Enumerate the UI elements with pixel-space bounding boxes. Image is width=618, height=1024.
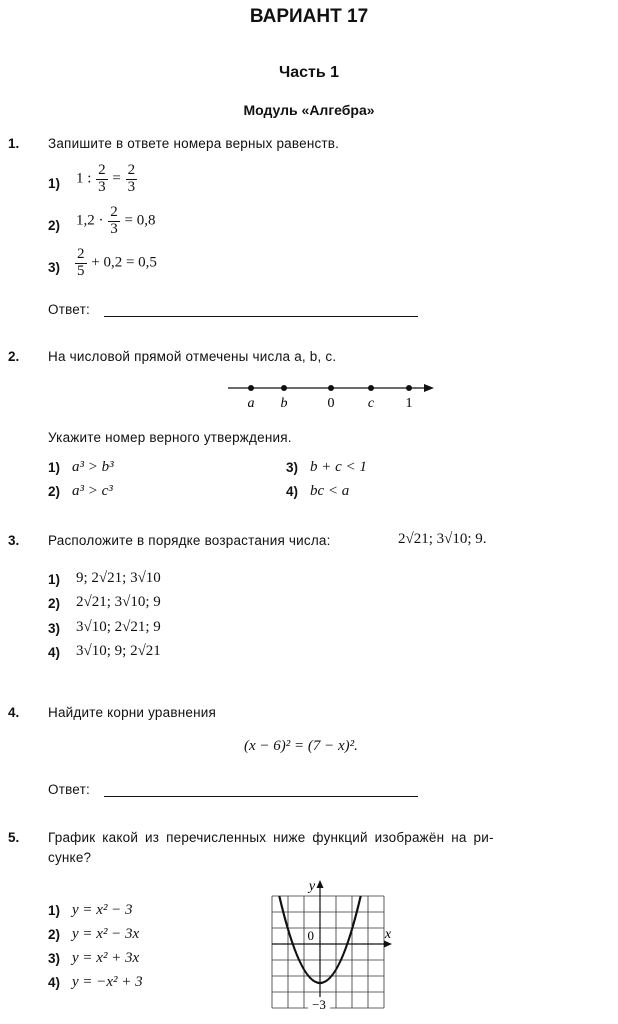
q4-text: Найдите корни уравнения: [48, 705, 216, 720]
q2-option-2-label: 2): [48, 484, 61, 499]
q5-option-3-label: 3): [48, 951, 61, 966]
graph-min-label: −3: [312, 997, 326, 1012]
q1-option-3: $\frac{2}{5}$ + 0,2 = 0,5: [77, 246, 157, 279]
q5-option-4: y = −x² + 3: [72, 974, 143, 990]
q2-option-1: a³ > b³: [72, 459, 114, 475]
graph-x-label: x: [384, 927, 392, 942]
module-title: Модуль «Алгебра»: [243, 102, 375, 118]
q5-option-2: y = x² − 3x: [72, 926, 140, 942]
label-c: c: [367, 396, 375, 411]
q4-equation: (x − 6)² = (7 − x)².: [244, 738, 358, 754]
q2-option-4-label: 4): [286, 484, 299, 499]
q3-option-1: 9; 2√21; 3√10: [76, 570, 161, 586]
point-a: [248, 385, 254, 391]
graph-origin-label: 0: [307, 928, 314, 943]
point-zero: [328, 385, 334, 391]
point-one: [406, 385, 412, 391]
q1-option-2: 1,2 · $\frac{2}{3}$ = 0,8: [76, 204, 156, 237]
point-c: [368, 385, 374, 391]
q3-number: 3.: [8, 533, 20, 548]
q1-answer-label: Ответ:: [48, 302, 90, 317]
q2-number: 2.: [8, 349, 20, 364]
q5-option-2-label: 2): [48, 927, 61, 942]
graph-y-label: y: [308, 879, 316, 894]
label-a: a: [247, 396, 255, 411]
point-b: [281, 385, 287, 391]
q3-numbers: 2√21; 3√10; 9.: [398, 531, 487, 547]
q2-prompt: Укажите номер верного утверждения.: [48, 430, 292, 445]
label-one: 1: [405, 396, 413, 411]
q5-number: 5.: [8, 830, 20, 845]
q1-option-1: 1 : $\frac{2}{3}$ = $\frac{2}{3}$: [76, 162, 136, 195]
q3-option-1-label: 1): [48, 572, 61, 587]
q5-option-4-label: 4): [48, 975, 61, 990]
q5-option-3: y = x² + 3x: [72, 950, 140, 966]
q3-option-3-label: 3): [48, 621, 61, 636]
q2-option-2: a³ > c³: [72, 483, 113, 499]
q1-option-1-label: 1): [48, 176, 61, 191]
q3-option-2-label: 2): [48, 596, 61, 611]
q3-option-4-label: 4): [48, 645, 61, 660]
part-title: Часть 1: [278, 64, 340, 81]
q4-number: 4.: [8, 705, 20, 720]
q2-option-4: bc < a: [310, 483, 350, 499]
parabola-graph: [262, 874, 398, 1014]
label-zero: 0: [327, 396, 335, 411]
y-axis-arrow: [317, 880, 324, 888]
q5-option-1-label: 1): [48, 903, 61, 918]
q5-option-1: y = x² − 3: [72, 902, 133, 918]
q5-text-line-2: сунке?: [48, 850, 92, 865]
q3-option-2: 2√21; 3√10; 9: [76, 594, 161, 610]
q3-text: Расположите в порядке возрастания числа:: [48, 533, 331, 548]
q4-answer-label: Ответ:: [48, 782, 90, 797]
q2-option-1-label: 1): [48, 460, 61, 475]
q2-option-3-label: 3): [286, 460, 299, 475]
q3-option-3: 3√10; 2√21; 9: [76, 619, 161, 635]
q1-number: 1.: [8, 136, 20, 151]
q2-text: На числовой прямой отмечены числа a, b, c.: [48, 349, 337, 364]
page-title: ВАРИАНТ 17: [249, 6, 369, 27]
q1-option-3-label: 3): [48, 260, 61, 275]
q3-option-4: 3√10; 9; 2√21: [76, 643, 161, 659]
q1-option-2-label: 2): [48, 218, 61, 233]
graph-grid: [272, 896, 384, 1008]
q1-text: Запишите в ответе номера верных равенств.: [48, 136, 340, 151]
q1-answer-field[interactable]: [104, 316, 418, 317]
q4-answer-field[interactable]: [104, 796, 418, 797]
number-line: [224, 378, 438, 412]
q5-text-line-1: График какой из перечисленных ниже функций изображён на ри-: [48, 830, 494, 845]
q2-option-3: b + c < 1: [310, 459, 367, 475]
label-b: b: [280, 396, 288, 411]
